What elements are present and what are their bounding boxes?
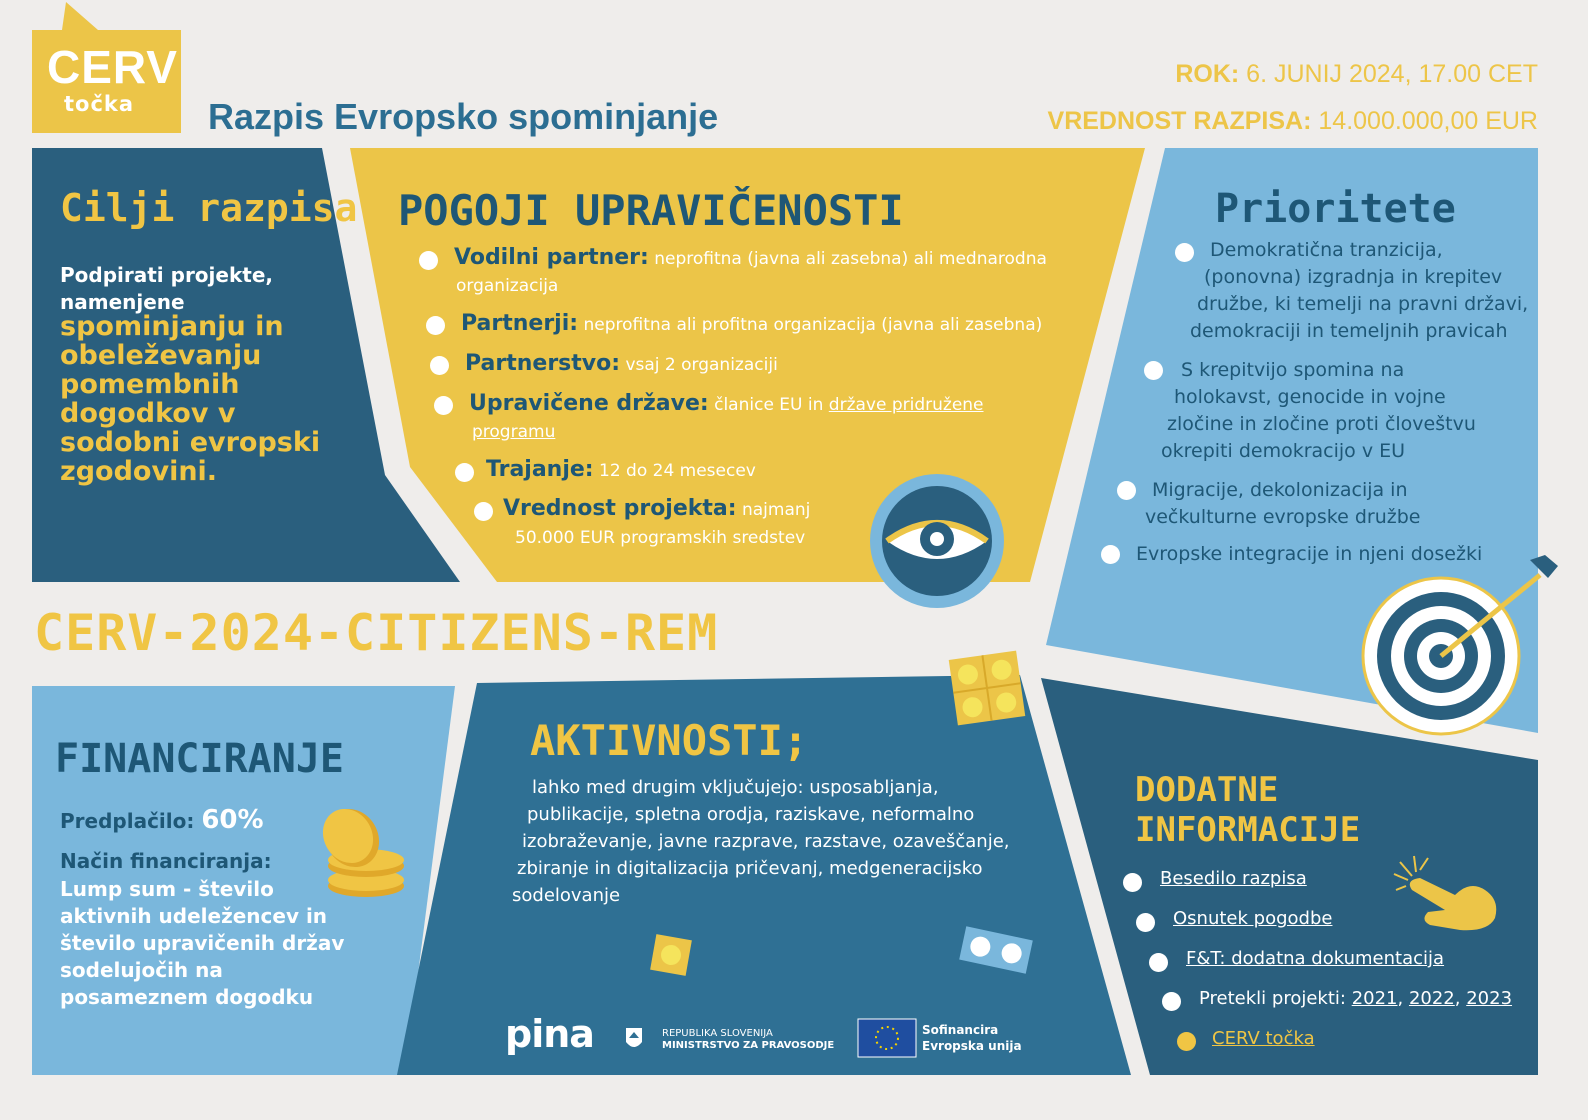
condition-label: Vrednost projekta:	[503, 496, 737, 521]
ministry-logo	[662, 1028, 834, 1052]
condition-text: neprofitna ali profitna organizacija (javna ali zasebna)	[578, 315, 1043, 335]
logo-text: CERV	[47, 41, 178, 93]
info-heading-line: INFORMACIJE	[1135, 810, 1361, 850]
condition-label: Vodilni partner:	[454, 245, 649, 270]
condition-partnership	[465, 351, 778, 376]
call-text-link[interactable]: Besedilo razpisa	[1160, 868, 1307, 889]
eligibility-heading: POGOJI UPRAVIČENOSTI	[398, 186, 904, 235]
crest-icon	[626, 1028, 642, 1047]
bullet-dot	[455, 463, 474, 482]
bullet-dot	[1136, 913, 1155, 932]
goals-heading: Cilji razpisa	[60, 186, 358, 230]
condition-text: vsaj 2 organizaciji	[620, 355, 778, 375]
past-projects: Pretekli projekti: 2021, 2022, 2023	[1199, 988, 1513, 1009]
activities-line: publikacije, spletna orodja, raziskave, neformalno	[527, 804, 975, 825]
funding-method-label: Način financiranja:	[60, 849, 272, 873]
eu-flag-icon	[858, 1019, 916, 1057]
prepayment-label: Predplačilo:	[60, 809, 202, 833]
bullet-dot	[474, 502, 493, 521]
info-heading-line: DODATNE	[1135, 770, 1279, 810]
bullet-dot	[1117, 481, 1136, 500]
bullet-dot	[434, 396, 453, 415]
deadline	[1175, 60, 1538, 89]
activities-line: lahko med drugim vključujejo: usposabljanja,	[532, 777, 939, 798]
info-heading	[1135, 770, 1360, 850]
bullet-dot	[426, 316, 445, 335]
past-year-link[interactable]: 2021	[1351, 988, 1398, 1009]
ft-docs-link[interactable]: F&T: dodatna dokumentacija	[1186, 948, 1445, 969]
bullet-dot	[1149, 953, 1168, 972]
prepayment-value: 60%	[201, 805, 264, 835]
ministry-line: REPUBLIKA SLOVENIJA	[662, 1028, 773, 1039]
priority-line: demokraciji in temeljnih pravicah	[1190, 320, 1508, 342]
prepayment	[60, 805, 264, 835]
small-die-icon	[650, 934, 692, 976]
pina-logo: pina	[505, 1012, 594, 1056]
ministry-line: MINISTRSTVO ZA PRAVOSODJE	[662, 1040, 835, 1051]
associated-countries-link[interactable]: države pridružene	[828, 395, 984, 415]
condition-text: članice EU in	[708, 395, 829, 415]
condition-label: Partnerji:	[461, 311, 579, 336]
activities-line: zbiranje in digitalizacija pričevanj, medgeneracijsko	[517, 858, 983, 879]
priority-line: (ponovna) izgradnja in krepitev	[1204, 266, 1503, 288]
condition-duration	[486, 457, 756, 482]
condition-label: Trajanje:	[486, 457, 594, 482]
priority-line: družbe, ki temelji na pravni državi,	[1197, 293, 1529, 315]
funding-method-text: Lump sum - število aktivnih udeležencev in število upravičenih držav sodelujočih na posameznem dogodku	[60, 877, 345, 1009]
page-title: Razpis Evropsko spominjanje	[208, 96, 719, 137]
activities-line: sodelovanje	[512, 885, 621, 906]
logo-subtext: točka	[64, 92, 135, 116]
deadline-label: ROK:	[1175, 60, 1240, 88]
dice-icon	[949, 651, 1026, 726]
eu-logo-text	[922, 1022, 1022, 1054]
condition-project-value	[503, 496, 810, 521]
bullet-dot	[1101, 545, 1120, 564]
priority-line: Migracije, dekolonizacija in	[1152, 479, 1408, 501]
priority-line: zločine in zločine proti človeštvu	[1167, 413, 1476, 435]
priorities-heading: Prioritete	[1215, 186, 1456, 232]
call-value	[1048, 107, 1538, 136]
associated-countries-link-cont[interactable]: programu	[472, 422, 556, 442]
bullet-dot	[1144, 361, 1163, 380]
deadline-value: 6. JUNIJ 2024, 17.00 CET	[1239, 60, 1538, 88]
eye-icon	[870, 474, 1004, 608]
call-value-amount: 14.000.000,00 EUR	[1311, 107, 1538, 135]
priority-line: S krepitvijo spomina na	[1181, 359, 1405, 381]
condition-text: neprofitna (javna ali zasebna) ali mednarodna	[648, 249, 1047, 269]
draft-contract-link[interactable]: Osnutek pogodbe	[1173, 908, 1333, 929]
condition-text: najmanj	[736, 500, 811, 520]
priority-line: okrepiti demokracijo v EU	[1161, 440, 1406, 462]
bullet-dot	[419, 251, 438, 270]
bullet-dot	[1175, 243, 1194, 262]
funding-heading: FINANCIRANJE	[55, 736, 344, 782]
past-year-link[interactable]: 2023	[1466, 988, 1513, 1009]
condition-partners	[461, 311, 1042, 336]
condition-project-value-cont: 50.000 EUR programskih sredstev	[515, 528, 806, 548]
past-projects-label: Pretekli projekti:	[1199, 988, 1352, 1009]
priority-item	[1210, 237, 1443, 264]
condition-label: Upravičene države:	[469, 391, 709, 416]
priority-line: holokavst, genocide in vojne	[1174, 386, 1446, 408]
priority-line: Demokratična tranzicija,	[1210, 239, 1443, 261]
goals-intro: Podpirati projekte, namenjene	[60, 263, 273, 314]
cerv-point-link[interactable]: CERV točka	[1212, 1028, 1315, 1049]
bullet-dot	[1177, 1032, 1196, 1051]
bullet-dot	[430, 356, 449, 375]
condition-lead-partner-cont: organizacija	[456, 276, 559, 296]
condition-label: Partnerstvo:	[465, 351, 621, 376]
eu-line: Evropska unija	[922, 1039, 1022, 1053]
activities-heading: AKTIVNOSTI;	[530, 716, 809, 765]
eu-line: Sofinancira	[922, 1023, 999, 1037]
condition-countries	[469, 391, 984, 416]
priority-line: Evropske integracije in njeni dosežki	[1136, 543, 1483, 565]
priority-line: večkulturne evropske družbe	[1145, 506, 1421, 528]
condition-text: 12 do 24 mesecev	[593, 461, 756, 481]
bullet-dot	[1123, 873, 1142, 892]
call-code: CERV-2024-CITIZENS-REM	[34, 604, 719, 662]
condition-lead-partner	[454, 245, 1047, 270]
activities-line: izobraževanje, javne razprave, razstave, ozaveščanje,	[522, 831, 1010, 852]
call-value-label: VREDNOST RAZPISA:	[1047, 107, 1312, 135]
goals-highlight: spominjanju in obeleževanju pomembnih dogodkov v sodobni evropski zgodovini.	[60, 311, 321, 487]
bullet-dot	[1162, 992, 1181, 1011]
past-year-link[interactable]: 2022	[1408, 988, 1455, 1009]
